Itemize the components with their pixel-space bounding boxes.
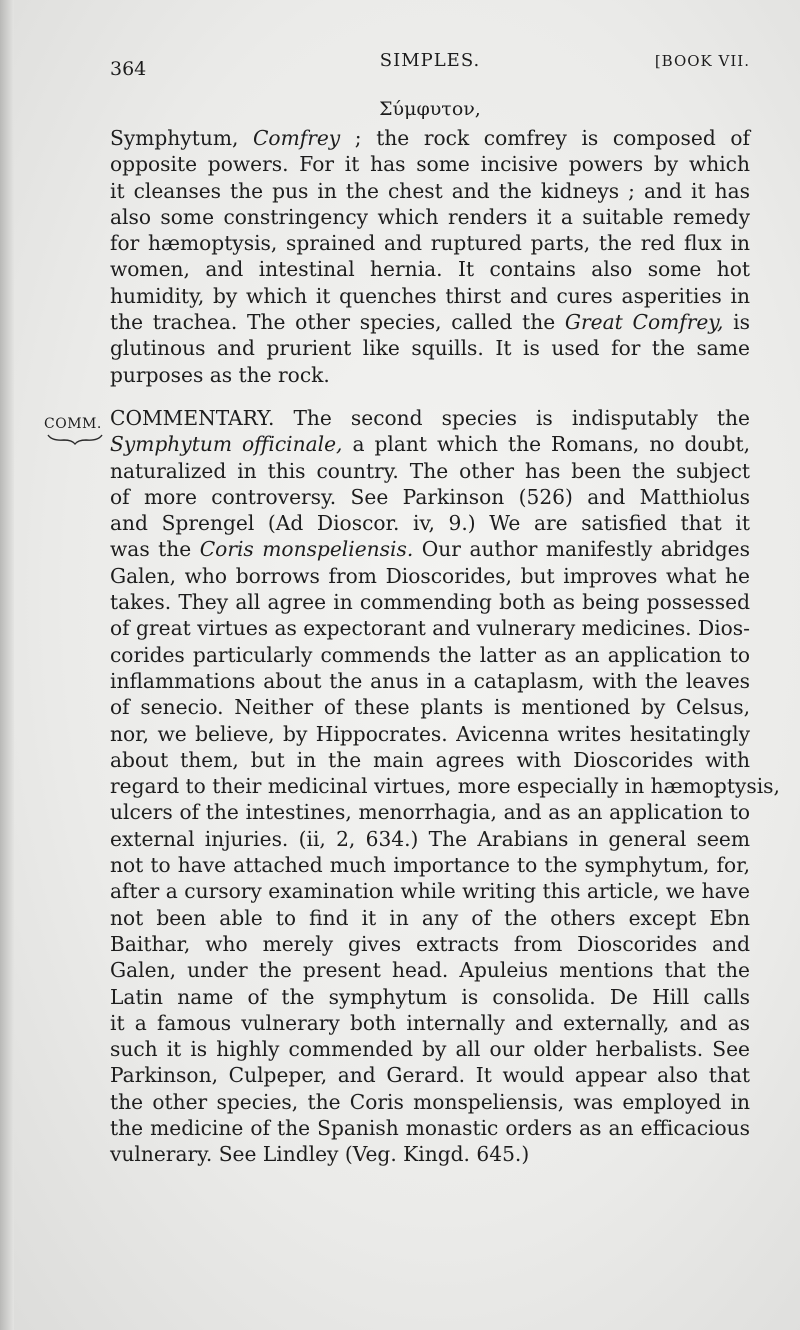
text-line bbox=[110, 721, 750, 747]
text-line bbox=[110, 773, 780, 799]
text-line bbox=[110, 826, 750, 852]
text-run: Baithar, who merely gives extracts from Dioscorides and bbox=[110, 931, 750, 956]
text-line bbox=[110, 878, 750, 904]
text-line bbox=[110, 204, 750, 230]
text-line bbox=[110, 642, 750, 668]
text-line bbox=[110, 178, 750, 204]
running-head: SIMPLES. bbox=[379, 50, 481, 71]
italic-text: Great Comfrey, bbox=[564, 310, 724, 335]
text-line bbox=[110, 256, 750, 282]
italic-text: Comfrey bbox=[252, 126, 341, 150]
text-run: nor, we believe, by Hippocrates. Avicenna writes hesitatingly bbox=[110, 721, 750, 746]
text-line bbox=[110, 563, 750, 589]
text-line bbox=[110, 362, 750, 388]
text-line bbox=[110, 405, 750, 431]
text-run: inflammations about the anus in a cataplasm, with the leaves bbox=[110, 668, 750, 693]
text-run: not to have attached much importance to the symphytum, for, bbox=[110, 853, 750, 878]
text-line bbox=[110, 957, 750, 983]
text-line bbox=[110, 151, 750, 177]
text-line bbox=[110, 668, 750, 694]
text-run: also some constringency which renders it a suitable remedy bbox=[110, 204, 750, 229]
text-line bbox=[110, 694, 750, 720]
entry-heading: Σύμφυτον, bbox=[379, 98, 481, 120]
commentary-label: COMMENTARY. bbox=[110, 406, 275, 430]
margin-note: COMM. bbox=[44, 416, 102, 432]
text-run: Latin name of the symphytum is consolida. De Hill calls bbox=[110, 984, 750, 1009]
text-run: purposes as the rock. bbox=[110, 362, 330, 387]
page-number: 364 bbox=[110, 58, 147, 80]
text-run: it cleanses the pus in the chest and the kidneys ; and it has bbox=[110, 178, 750, 203]
text-run: external injuries. (ii, 2, 634.) The Arabians in general seem bbox=[110, 826, 750, 851]
text-line bbox=[110, 1089, 750, 1115]
text-run: a plant which the Romans, no doubt, bbox=[342, 432, 750, 457]
text-line bbox=[110, 309, 750, 335]
text-line bbox=[110, 905, 750, 931]
page-header bbox=[110, 50, 750, 80]
text-run: not been able to find it in any of the others except Ebn bbox=[110, 905, 750, 930]
entry-paragraph bbox=[110, 125, 750, 388]
text-run: humidity, by which it quenches thirst and cures asperities in bbox=[110, 283, 750, 308]
book-reference: [BOOK VII. bbox=[654, 52, 750, 70]
text-run: such it is highly commended by all our older herbalists. See bbox=[110, 1037, 750, 1062]
text-run: is bbox=[723, 310, 751, 335]
margin-brace-icon bbox=[46, 432, 104, 446]
text-run: The second species is indisputably the bbox=[274, 406, 750, 430]
text-run: corides particularly commends the latter as an application to bbox=[110, 642, 750, 667]
text-run: was the bbox=[110, 537, 200, 562]
text-run: Galen, who borrows from Dioscorides, but improves what he bbox=[110, 563, 750, 588]
text-line bbox=[110, 431, 750, 457]
text-run: naturalized in this country. The other has been the subject bbox=[110, 458, 750, 483]
text-line bbox=[110, 984, 750, 1010]
text-run: Our author manifestly abridges bbox=[413, 537, 750, 562]
text-line bbox=[110, 283, 750, 309]
text-run: ulcers of the intestines, menorrhagia, and as an application to bbox=[110, 800, 750, 825]
text-line bbox=[110, 589, 750, 615]
text-line bbox=[110, 1010, 750, 1036]
text-line bbox=[110, 230, 750, 256]
text-line bbox=[110, 747, 750, 773]
text-line bbox=[110, 510, 750, 536]
text-run: for hæmoptysis, sprained and ruptured parts, the red flux in bbox=[110, 231, 750, 256]
text-run: regard to their medicinal virtues, more especially in hæmoptysis, bbox=[110, 774, 780, 799]
text-run: about them, but in the main agrees with Dioscorides with bbox=[110, 747, 750, 772]
text-run: takes. They all agree in commending both as being possessed bbox=[110, 590, 750, 615]
text-run: after a cursory examination while writing this article, we have bbox=[110, 879, 750, 904]
text-line bbox=[110, 458, 750, 484]
text-run: the trachea. The other species, called the bbox=[110, 310, 565, 335]
text-line bbox=[110, 1141, 750, 1167]
italic-text: Symphytum officinale, bbox=[110, 432, 343, 457]
text-line bbox=[110, 931, 750, 957]
text-run: vulnerary. See Lindley (Veg. Kingd. 645.) bbox=[110, 1142, 530, 1167]
text-run: Galen, under the present head. Apuleius mentions that the bbox=[110, 958, 750, 983]
text-run: opposite powers. For it has some incisive powers by which bbox=[110, 152, 750, 177]
text-run: of great virtues as expectorant and vulnerary medicines. Dios- bbox=[110, 616, 750, 641]
text-run: of more controversy. See Parkinson (526) and Matthiolus bbox=[110, 484, 750, 509]
text-line bbox=[110, 1115, 750, 1141]
text-run: the other species, the Coris monspeliensis, was employed in bbox=[110, 1089, 750, 1114]
text-line bbox=[110, 799, 750, 825]
text-run: and Sprengel (Ad Dioscor. iv, 9.) We are satisfied that it bbox=[110, 511, 750, 536]
commentary-paragraph bbox=[110, 405, 780, 1168]
text-line bbox=[110, 852, 750, 878]
text-run: women, and intestinal hernia. It contains also some hot bbox=[110, 257, 750, 282]
text-run: it a famous vulnerary both internally and externally, and as bbox=[110, 1010, 750, 1035]
text-run: Symphytum, bbox=[110, 126, 253, 150]
text-line bbox=[110, 125, 750, 151]
text-run: the medicine of the Spanish monastic orders as an efficacious bbox=[110, 1116, 750, 1141]
italic-text: Coris monspeliensis. bbox=[199, 537, 414, 562]
text-line bbox=[110, 1036, 750, 1062]
text-run: Parkinson, Culpeper, and Gerard. It would appear also that bbox=[110, 1063, 750, 1088]
page-spine-shadow bbox=[0, 0, 14, 1330]
text-line bbox=[110, 484, 750, 510]
text-line bbox=[110, 335, 750, 361]
text-line bbox=[110, 536, 750, 562]
text-run: of senecio. Neither of these plants is mentioned by Celsus, bbox=[110, 695, 750, 720]
text-line bbox=[110, 615, 750, 641]
text-run: ; the rock comfrey is composed of bbox=[340, 126, 750, 150]
text-run: glutinous and prurient like squills. It is used for the same bbox=[110, 336, 750, 361]
text-line bbox=[110, 1062, 750, 1088]
